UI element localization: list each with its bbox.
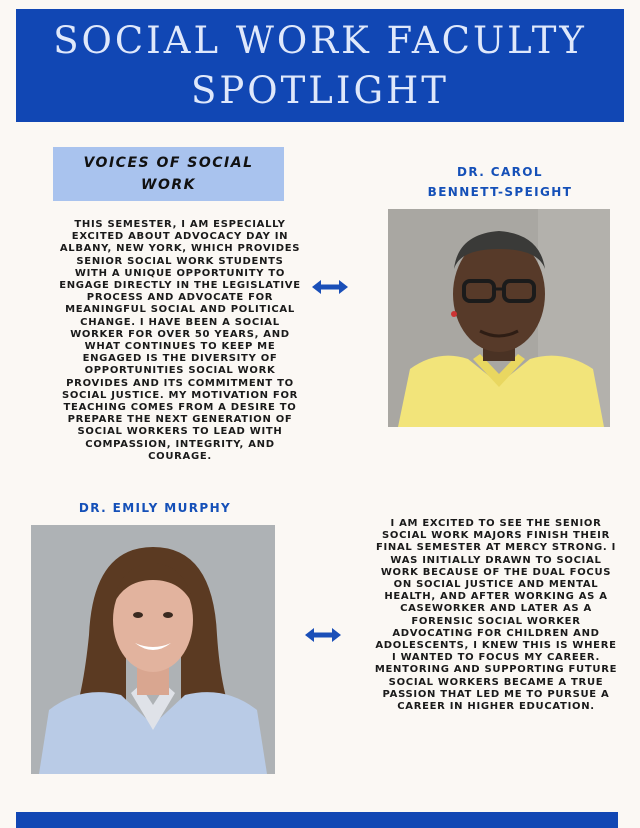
faculty-name-emily: DR. EMILY MURPHY <box>78 501 232 515</box>
double-arrow-icon <box>305 628 341 642</box>
faculty-photo-carol <box>388 209 610 427</box>
section-heading-box <box>53 147 284 201</box>
portrait-photo-icon <box>388 209 610 427</box>
faculty-name-carol: DR. CAROL BENNETT-SPEIGHT <box>427 165 573 199</box>
page-title <box>53 16 587 116</box>
portrait-photo-icon <box>31 525 275 774</box>
faculty-quote-carol: THIS SEMESTER, I AM ESPECIALLY EXCITED ABOUT ADVOCACY DAY IN ALBANY, NEW YORK, WHICH PROVIDES SENIOR SOCIAL WORK STUDENTS WITH A UNIQUE OPPORTUNITY TO ENGAGE DIRECTLY IN THE LEGISLATIVE PROCESS AND ADVOCATE FOR MEANINGFUL SOCIAL AND POLITICAL CHANGE. I HAVE BEEN A SOCIAL WORKER FOR OVER 50 YEARS, AND WHAT CONTINUES TO KEEP ME ENGAGED IS THE DIVERSITY OF OPPORTUNITIES SOCIAL WORK PROVIDES AND ITS COMMITMENT TO SOCIAL JUSTICE. MY MOTIVATION FOR TEACHING COMES FROM A DESIRE TO PREPARE THE NEXT GENERATION OF SOCIAL WORKERS TO LEAD WITH COMPASSION, INTEGRITY, AND COURAGE. <box>59 219 301 462</box>
section-heading: VOICES OF SOCIAL WORK <box>83 155 254 193</box>
faculty-photo-emily <box>31 525 275 774</box>
footer-bar <box>16 812 618 828</box>
faculty-quote-emily: I AM EXCITED TO SEE THE SENIOR SOCIAL WORK MAJORS FINISH THEIR FINAL SEMESTER AT MERCY STRONG. I WAS INITIALLY DRAWN TO SOCIAL WORK BECAUSE OF THE DUAL FOCUS ON SOCIAL JUSTICE AND MENTAL HEALTH, AND AFTER WORKING AS A CASEWORKER AND LATER AS A FORENSIC SOCIAL WORKER ADVOCATING FOR CHILDREN AND ADOLESCENTS, I KNEW THIS IS WHERE I WANTED TO FOCUS MY CAREER. MENTORING AND SUPPORTING FUTURE SOCIAL WORKERS BECAME A TRUE PASSION THAT LED ME TO PURSUE A CAREER IN HIGHER EDUCATION. <box>374 518 618 713</box>
title-banner <box>16 9 624 122</box>
page-title-line-1: SOCIAL WORK FACULTY <box>53 18 587 62</box>
double-arrow-icon <box>312 280 348 294</box>
page-title-line-2: SPOTLIGHT <box>191 68 449 112</box>
